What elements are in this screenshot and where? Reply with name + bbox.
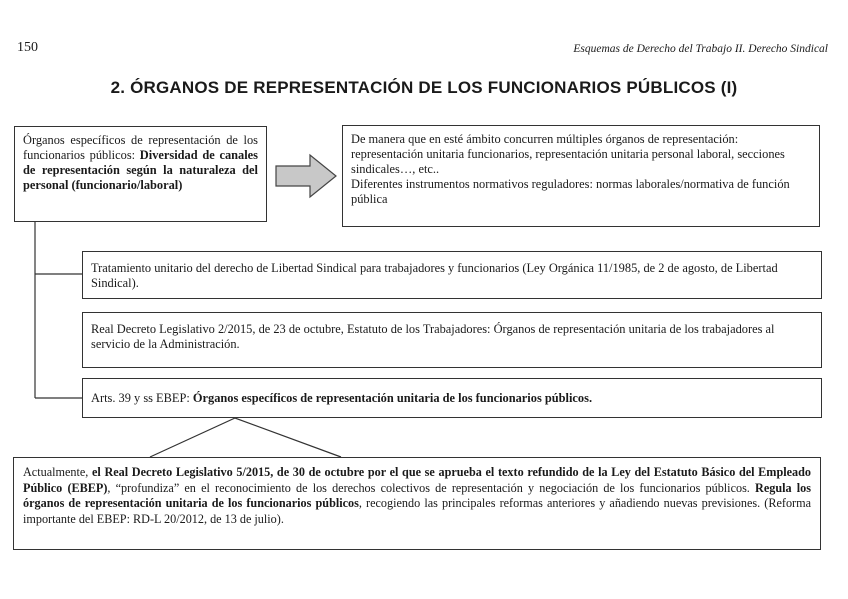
- page-title: 2. ÓRGANOS DE REPRESENTACIÓN DE LOS FUNCIONARIOS PÚBLICOS (I): [110, 78, 738, 97]
- bottom-text-1: Actualmente,: [23, 465, 92, 479]
- running-head: Esquemas de Derecho del Trabajo II. Derecho Sindical: [573, 43, 828, 55]
- branch-box-a: Tratamiento unitario del derecho de Libertad Sindical para trabajadores y funcionarios (Ley Orgánica 11/1985, de 2 de agosto, de Libertad Sindical).: [82, 251, 822, 299]
- bottom-text-5: , recogiendo las principales reformas anteriores y añadiendo nuevas previsiones. (Reforma importante del EBEP: RD-L 20/2012, de 13 de julio).: [23, 496, 811, 526]
- callout-wedge: [150, 418, 341, 457]
- bottom-text-4: Regula los órganos de representación unitaria de los funcionarios públicos: [23, 480, 811, 510]
- right-box: [342, 125, 820, 227]
- bottom-text-3: , “profundiza” en el reconocimiento de los derechos colectivos de representación y negociación de los funcionarios públicos.: [107, 480, 756, 495]
- branch-box-c-bold: Órganos específicos de representación unitaria de los funcionarios públicos.: [192, 391, 593, 405]
- left-box-bold: Diversidad de canales de representación según la naturaleza del personal (funcionario/laboral): [23, 148, 258, 192]
- left-box-text: Órganos específicos de representación de los funcionarios públicos:: [23, 133, 258, 162]
- bottom-text-2: el Real Decreto Legislativo 5/2015, de 30 de octubre por el que se aprueba el texto refundido de la Ley del Estatuto Básico del Empleado Público (EBEP): [23, 465, 812, 495]
- right-box-line1: De manera que en esté ámbito concurren múltiples órganos de representación: representación unitaria funcionarios, representación unitaria personal laboral, secciones sindicales…, etc..: [351, 132, 785, 176]
- right-arrow-icon: [276, 155, 336, 197]
- right-box-line2: Diferentes instrumentos normativos reguladores: normas laborales/normativa de función pública: [351, 177, 790, 206]
- branch-box-c-text: Arts. 39 y ss EBEP:: [91, 391, 193, 405]
- left-box: [14, 126, 267, 222]
- page-number: 150: [17, 40, 38, 55]
- branch-box-b: Real Decreto Legislativo 2/2015, de 23 de octubre, Estatuto de los Trabajadores: Órganos de representación unitaria de los trabajadores al servicio de la Administración.: [82, 312, 822, 368]
- bottom-box: [13, 457, 821, 550]
- branch-box-c: [82, 378, 822, 418]
